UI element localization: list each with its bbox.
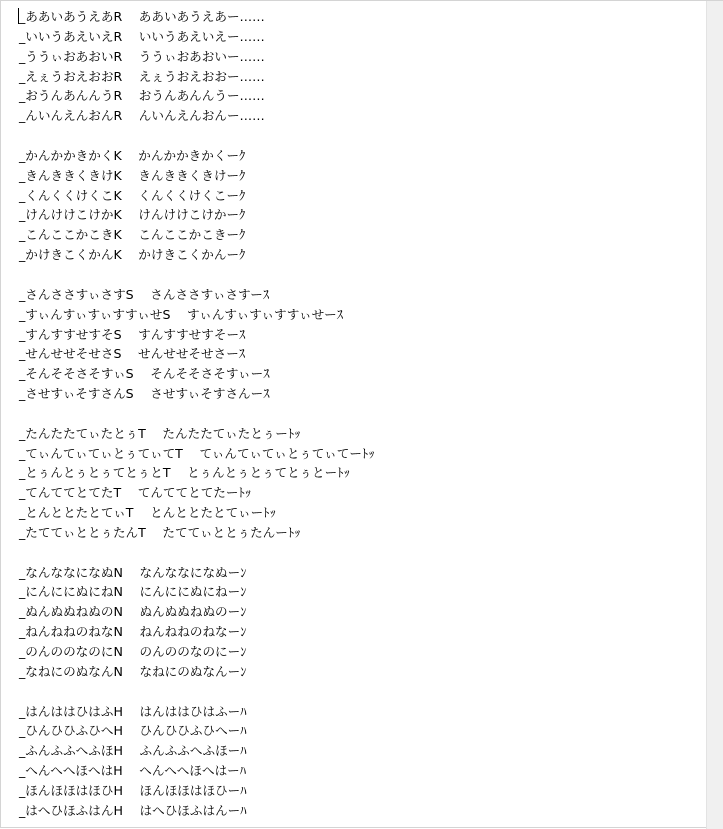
blank-line	[19, 682, 706, 702]
text-line: _たててぃととぅたんT たててぃととぅたんーﾄｯ	[19, 524, 301, 540]
text-line: _なねにのぬなんN なねにのぬなんーﾝ	[19, 663, 247, 679]
blank-line	[19, 126, 706, 146]
text-line: _そんそそさそすぃS そんそそさそすぃーｽ	[19, 366, 270, 382]
text-line: _ひんひひふひへH ひんひひふひへーﾊ	[19, 723, 247, 739]
text-line: _こんここかこきK こんここかこきーｸ	[19, 227, 246, 243]
text-line: _てんててとてたT てんててとてたーﾄｯ	[19, 485, 252, 501]
text-line: _すぃんすぃすぃすすぃせS すぃんすぃすぃすすぃせーｽ	[19, 306, 344, 322]
text-line: _おうんあんんうR おうんあんんうー……	[19, 88, 265, 104]
text-line: _へんへへほへはH へんへへほへはーﾊ	[19, 763, 247, 779]
text-line: _かんかかきかくK かんかかきかくーｸ	[19, 147, 246, 163]
text-line: _たんたたてぃたとぅT たんたたてぃたとぅーﾄｯ	[19, 425, 301, 441]
text-line: _けんけけこけかK けんけけこけかーｸ	[19, 207, 246, 223]
text-line: _すんすすせすそS すんすすせすそーｽ	[19, 326, 246, 342]
text-line: _さんささすぃさすS さんささすぃさすーｽ	[19, 286, 270, 302]
text-cursor	[18, 8, 19, 24]
text-line: _せんせせそせさS せんせせそせさーｽ	[19, 346, 246, 362]
text-line: _かけきこくかんK かけきこくかんーｸ	[19, 247, 246, 263]
text-line: _ああいあうえあR ああいあうえあー……	[19, 9, 265, 24]
text-line: _いいうあえいえR いいうあえいえー……	[19, 28, 265, 44]
text-line: _きんききくきけK きんききくきけーｸ	[19, 167, 246, 183]
text-line: _くんくくけくこK くんくくけくこーｸ	[19, 187, 246, 203]
text-line: _にんににぬにねN にんににぬにねーﾝ	[19, 584, 247, 600]
text-line: _はんははひはふH はんははひはふーﾊ	[19, 703, 247, 719]
text-line: _えぇうおえおおR えぇうおえおおー……	[19, 68, 265, 84]
text-line: _ほんほほはほひH ほんほほはほひーﾊ	[19, 782, 247, 798]
blank-line	[19, 265, 706, 285]
text-line: _とぅんとぅとぅてとぅとT とぅんとぅとぅてとぅとーﾄｯ	[19, 465, 350, 481]
text-line: _なんななになぬN なんななになぬーﾝ	[19, 564, 247, 580]
text-line: _んいんえんおんR んいんえんおんー……	[19, 108, 265, 124]
vertical-scrollbar[interactable]	[706, 1, 723, 829]
blank-line	[19, 404, 706, 424]
text-line: _はへひほふはんH はへひほふはんーﾊ	[19, 802, 247, 818]
text-line: _させすぃそすさんS させすぃそすさんーｽ	[19, 386, 270, 402]
blank-line	[19, 543, 706, 563]
text-line: _ううぃおあおいR ううぃおあおいー……	[19, 48, 265, 64]
text-line: _ふんふふへふほH ふんふふへふほーﾊ	[19, 743, 247, 759]
text-editor-content[interactable]	[2, 2, 706, 828]
text-line: _とんととたとてぃT とんととたとてぃーﾄｯ	[19, 505, 276, 521]
text-line: _のんののなのにN のんののなのにーﾝ	[19, 644, 247, 659]
text-line: _ねんねねのねなN ねんねねのねなーﾝ	[19, 624, 247, 640]
text-line: _てぃんてぃてぃとぅてぃてT てぃんてぃてぃとぅてぃてーﾄｯ	[19, 445, 375, 461]
text-line: _ぬんぬぬねぬのN ぬんぬぬねぬのーﾝ	[19, 604, 247, 620]
